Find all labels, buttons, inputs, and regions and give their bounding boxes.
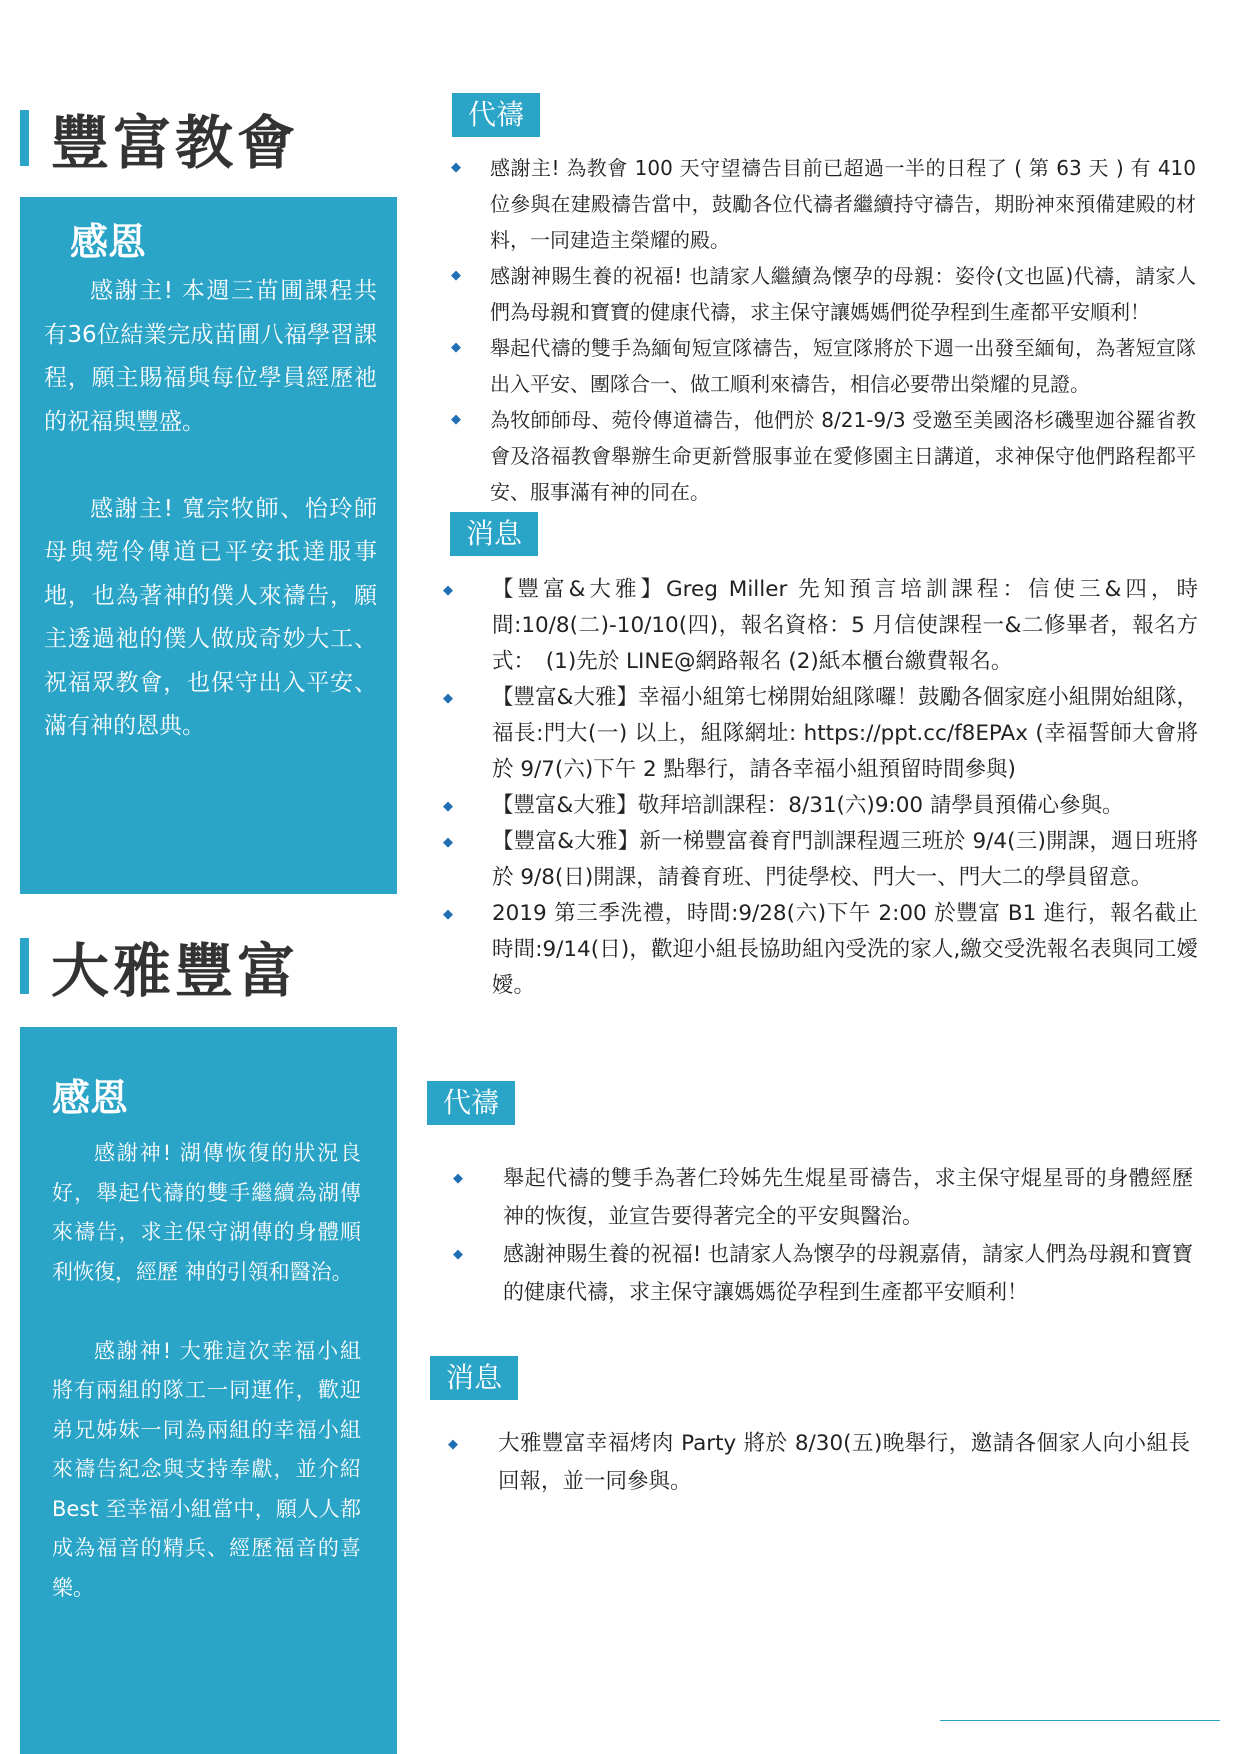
church2-prayer-tag: 代禱: [427, 1081, 515, 1125]
list-item: ◆ 感謝主! 為教會 100 天守望禱告目前已超過一半的日程了 ( 第 63 天 ) 有 410 位參與在建殿禱告當中，鼓勵各位代禱者繼續持守禱告，期盼神來預備建殿的材料，一同建造主榮耀的殿。: [490, 150, 1196, 258]
church1-prayer-tag: 代禱: [452, 93, 540, 137]
church2-thanks-heading: 感恩: [52, 1076, 129, 1120]
title-accent-bar: [20, 938, 29, 994]
church2-title-block: [20, 936, 300, 1005]
list-item: ◆ 感謝神賜生養的祝福! 也請家人繼續為懷孕的母親：姿伶(文也區)代禱，請家人們為母親和寶寶的健康代禱，求主保守讓媽媽們從孕程到生產都平安順利！: [490, 258, 1196, 330]
church2-thanks-paragraph: 感謝神! 湖傳恢復的狀況良好，舉起代禱的雙手繼續為湖傳來禱告，求主保守湖傳的身體順利恢復，經歷 神的引領和醫治。: [52, 1141, 361, 1284]
church2-prayer-list: [503, 1159, 1193, 1311]
title-accent-bar: [20, 110, 29, 166]
list-item: ◆ 感謝神賜生養的祝福! 也請家人為懷孕的母親嘉倩，請家人們為母親和寶寶的健康代禱，求主保守讓媽媽從孕程到生產都平安順利！: [503, 1235, 1193, 1311]
church1-title-block: [20, 108, 300, 177]
church1-thanks-box: [20, 197, 397, 894]
list-item: ◆ 【豐富&大雅】新一梯豐富養育門訓課程週三班於 9/4(三)開課，週日班將於 9/8(日)開課，請養育班、門徒學校、門大一、門大二的學員留意。: [492, 824, 1198, 896]
list-item: ◆ 大雅豐富幸福烤肉 Party 將於 8/30(五)晚舉行，邀請各個家人向小組長回報，並一同參與。: [498, 1425, 1190, 1501]
list-item: ◆ 舉起代禱的雙手為著仁玲姊先生焜星哥禱告，求主保守焜星哥的身體經歷神的恢復，並宣告要得著完全的平安與醫治。: [503, 1159, 1193, 1235]
list-item: ◆ 【豐富&大雅】幸福小組第七梯開始組隊囉！鼓勵各個家庭小組開始組隊，福長:門大(一) 以上，組隊網址: https://ppt.cc/f8EPAx (幸福誓師大會將於 9/7(六)下午 2 點舉行，請各幸福小組預留時間參與): [492, 680, 1198, 788]
church1-title: 豐富教會: [51, 109, 300, 177]
church2-news-list: [498, 1425, 1190, 1501]
list-item: ◆ 2019 第三季洗禮，時間:9/28(六)下午 2:00 於豐富 B1 進行，報名截止時間:9/14(日)，歡迎小組長協助組內受洗的家人,繳交受洗報名表與同工嬡嬡。: [492, 896, 1198, 1004]
list-item: ◆ 【豐富&大雅】Greg Miller 先知預言培訓課程：信使三&四，時間:10/8(二)-10/10(四)，報名資格：5 月信使課程一&二修畢者，報名方式： (1)先於 LINE@網路報名 (2)紙本櫃台繳費報名。: [492, 572, 1198, 680]
list-item: ◆ 【豐富&大雅】敬拜培訓課程：8/31(六)9:00 請學員預備心參與。: [492, 788, 1198, 824]
church2-thanks-paragraph: 感謝神! 大雅這次幸福小組將有兩組的隊工一同運作，歡迎弟兄姊妹一同為兩組的幸福小組來禱告紀念與支持奉獻，並介紹 Best 至幸福小組當中，願人人都成為福音的精兵、經歷福音的喜樂。: [52, 1338, 361, 1600]
church1-thanks-paragraph: 感謝主! 本週三苗圃課程共有36位結業完成苗圃八福學習課程，願主賜福與每位學員經歷祂的祝福與豐盛。: [44, 278, 377, 435]
church1-news-list: [492, 572, 1198, 1004]
list-item: ◆ 為牧師師母、菀伶傳道禱告，他們於 8/21-9/3 受邀至美國洛杉磯聖迦谷羅省教會及洛福教會舉辦生命更新營服事並在愛修園主日講道，求神保守他們路程都平安、服事滿有神的同在。: [490, 402, 1196, 510]
footer-divider: [940, 1720, 1220, 1721]
church1-news-tag: 消息: [450, 512, 538, 556]
church2-thanks-box: [20, 1027, 397, 1754]
church1-thanks-paragraph: 感謝主! 寬宗牧師、怡玲師母與菀伶傳道已平安抵達服事地，也為著神的僕人來禱告，願主透過祂的僕人做成奇妙大工、祝福眾教會，也保守出入平安、滿有神的恩典。: [44, 495, 377, 739]
church2-news-tag: 消息: [430, 1356, 518, 1400]
church1-prayer-list: [490, 150, 1196, 510]
list-item: ◆ 舉起代禱的雙手為緬甸短宣隊禱告，短宣隊將於下週一出發至緬甸，為著短宣隊出入平安、團隊合一、做工順利來禱告，相信必要帶出榮耀的見證。: [490, 330, 1196, 402]
church1-thanks-heading: 感恩: [70, 220, 147, 264]
church2-title: 大雅豐富: [51, 937, 300, 1005]
